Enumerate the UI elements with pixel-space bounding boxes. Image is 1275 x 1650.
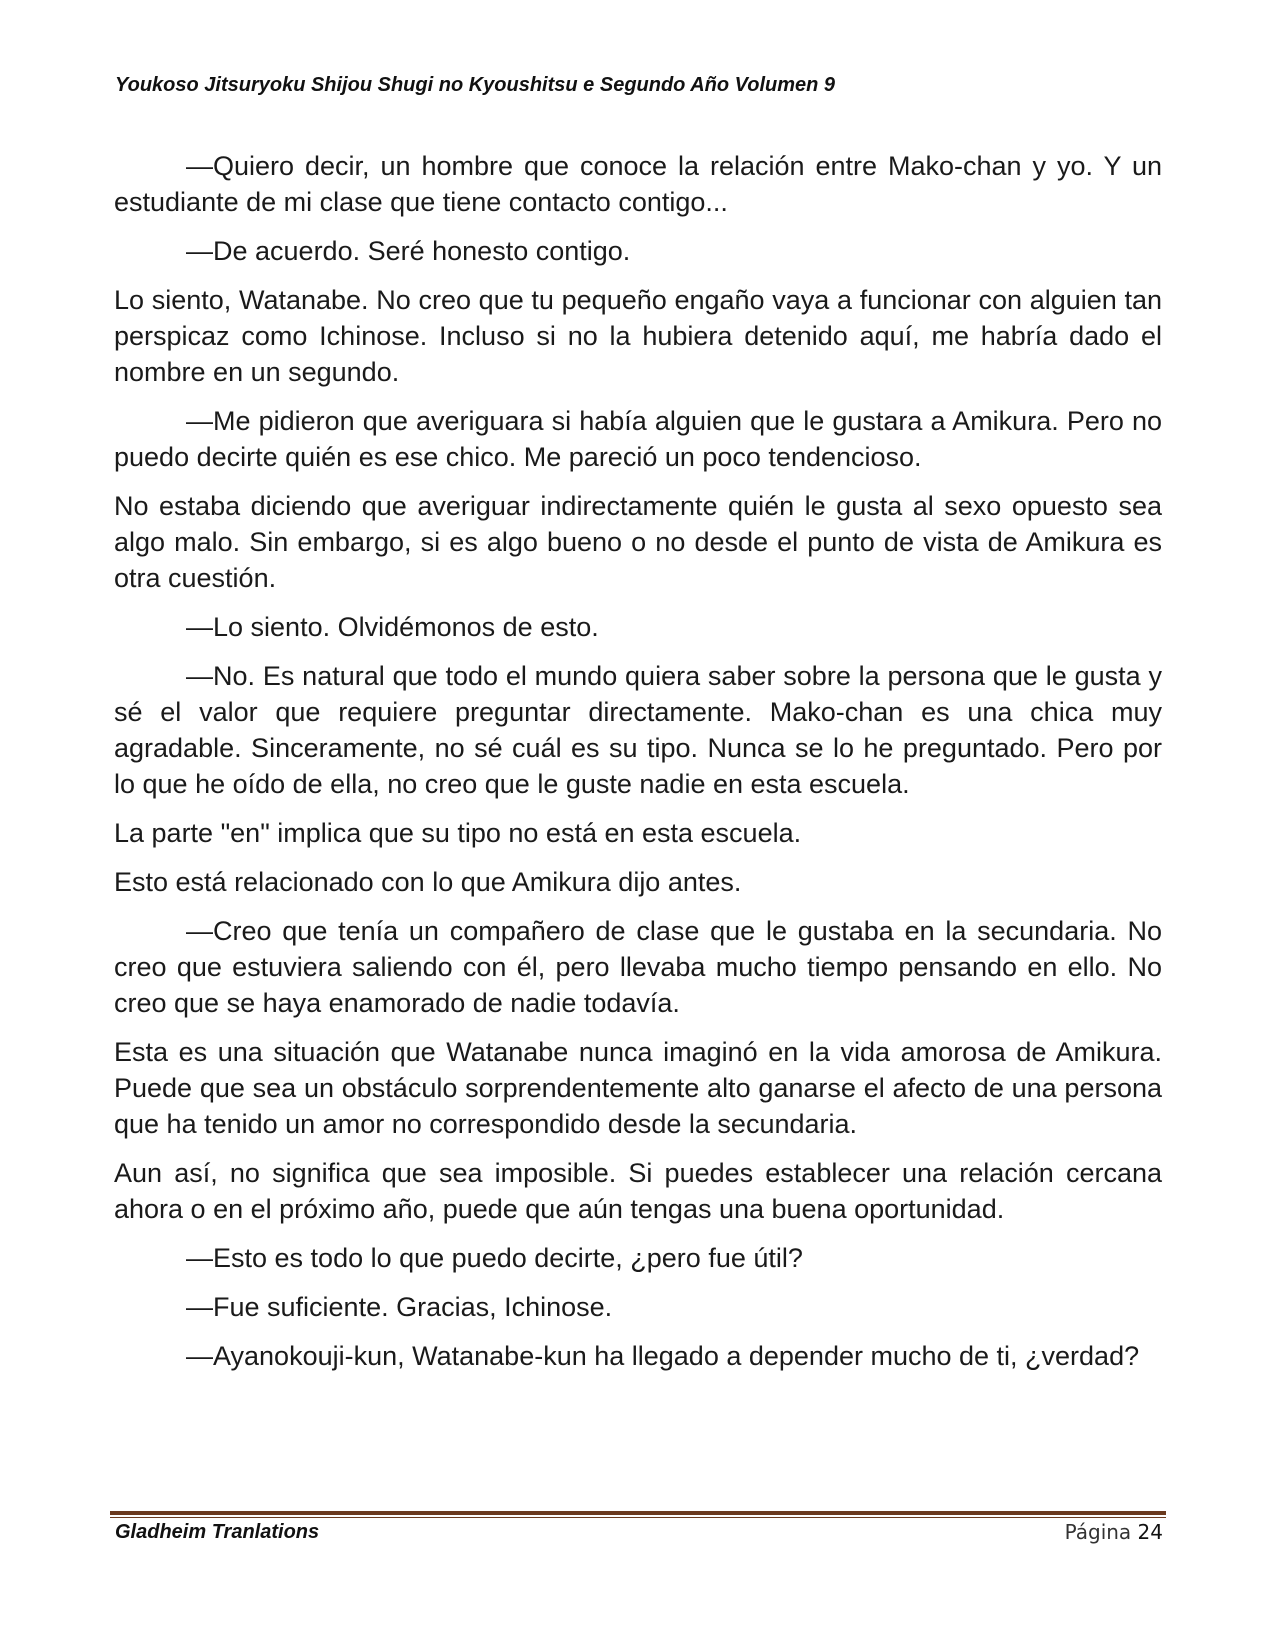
running-header: Youkoso Jitsuryoku Shijou Shugi no Kyoushitsu e Segundo Año Volumen 9 (115, 74, 836, 96)
page-body (114, 148, 1162, 1387)
paragraph-dialog: —Me pidieron que averiguara si había alguien que le gustara a Amikura. Pero no puedo decirte quién es ese chico. Me pareció un poco tendencioso. (114, 406, 1162, 472)
page-number (1065, 1520, 1163, 1544)
paragraph-narration: Lo siento, Watanabe. No creo que tu pequeño engaño vaya a funcionar con alguien tan perspicaz como Ichinose. Incluso si no la hubiera detenido aquí, me habría dado el nombre en un segundo. (114, 285, 1162, 387)
footer-divider (110, 1511, 1166, 1520)
footer-divider-thin-line (110, 1517, 1166, 1518)
paragraph-narration: La parte "en" implica que su tipo no está en esta escuela. (114, 818, 802, 848)
paragraph-narration: Aun así, no significa que sea imposible. Si puedes establecer una relación cercana ahora o en el próximo año, puede que aún tengas una buena oportunidad. (114, 1158, 1162, 1224)
paragraph-dialog: —Fue suficiente. Gracias, Ichinose. (186, 1292, 613, 1322)
paragraph-dialog: —De acuerdo. Seré honesto contigo. (186, 236, 631, 266)
paragraph-dialog: —Esto es todo lo que puedo decirte, ¿pero fue útil? (186, 1243, 803, 1273)
paragraph-dialog: —Quiero decir, un hombre que conoce la relación entre Mako-chan y yo. Y un estudiante de mi clase que tiene contacto contigo... (114, 151, 1162, 217)
paragraph-dialog: —Lo siento. Olvidémonos de esto. (186, 612, 599, 642)
page-number-value: 24 (1137, 1520, 1163, 1544)
footer-credit: Gladheim Tranlations (115, 1521, 320, 1543)
paragraph-narration: Esta es una situación que Watanabe nunca imaginó en la vida amorosa de Amikura. Puede que sea un obstáculo sorprendentemente alto ganarse el afecto de una persona que ha tenido un amor no correspondido desde la secundaria. (114, 1037, 1162, 1139)
paragraph-dialog: —Creo que tenía un compañero de clase que le gustaba en la secundaria. No creo que estuviera saliendo con él, pero llevaba mucho tiempo pensando en ello. No creo que se haya enamorado de nadie todavía. (114, 916, 1162, 1018)
paragraph-narration: No estaba diciendo que averiguar indirectamente quién le gusta al sexo opuesto sea algo malo. Sin embargo, si es algo bueno o no desde el punto de vista de Amikura es otra cuestión. (114, 491, 1162, 593)
paragraph-dialog: —No. Es natural que todo el mundo quiera saber sobre la persona que le gusta y sé el valor que requiere preguntar directamente. Mako-chan es una chica muy agradable. Sinceramente, no sé cuál es su tipo. Nunca se lo he preguntado. Pero por lo que he oído de ella, no creo que le guste nadie en esta escuela. (114, 661, 1162, 799)
footer-divider-thick-line (110, 1511, 1166, 1515)
paragraph-dialog: —Ayanokouji-kun, Watanabe-kun ha llegado a depender mucho de ti, ¿verdad? (186, 1341, 1140, 1371)
paragraph-narration: Esto está relacionado con lo que Amikura dijo antes. (114, 867, 742, 897)
page-label: Página (1064, 1520, 1132, 1544)
